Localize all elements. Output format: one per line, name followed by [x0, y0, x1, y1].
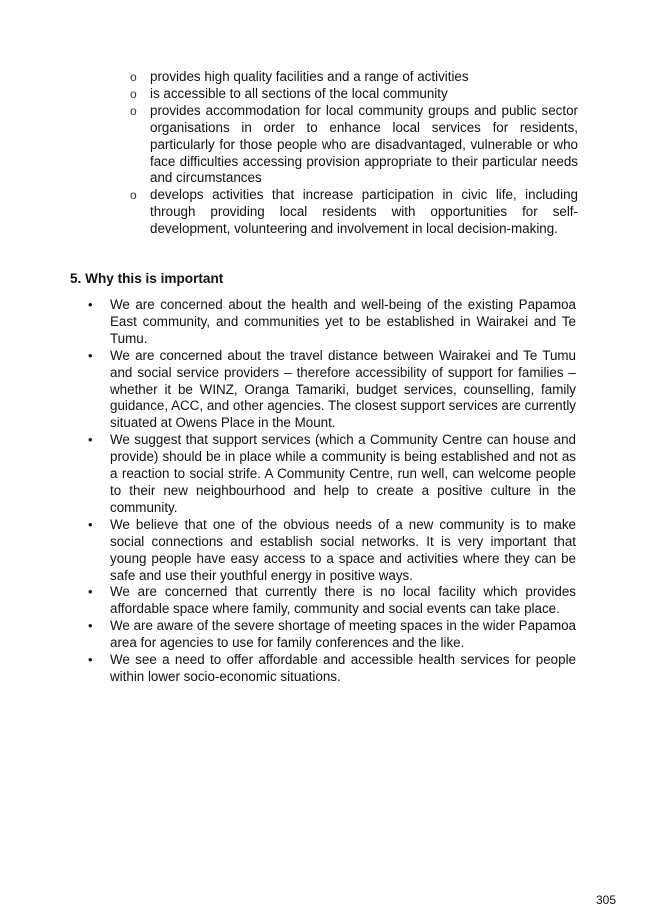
main-list-item-text: We suggest that support services (which a Community Centre can house and provide) should be in place while a community is being established and not as a reaction to social strife. A Community Centre, run well, can welcome people to their new neighbourhood and help to create a positive culture in the community. [110, 432, 576, 515]
sub-list-item-text: provides high quality facilities and a range of activities [150, 69, 469, 84]
filled-dot-bullet-icon: • [88, 297, 93, 312]
hollow-circle-bullet-icon: o [130, 103, 137, 118]
sub-list-item-text: develops activities that increase participation in civic life, including through providing local residents with opportunities for self-development, volunteering and involvement in local decision-making. [150, 187, 578, 237]
filled-dot-bullet-icon: • [88, 347, 93, 363]
filled-dot-bullet-icon: • [88, 652, 93, 668]
main-list-item-text: We see a need to offer affordable and accessible health services for people within lower socio-economic situations. [110, 652, 576, 684]
main-list-item [88, 618, 576, 652]
main-list-item-text: We are concerned about the travel distance between Wairakei and Te Tumu and social service providers – therefore accessibility of support for families – whether it be WINZ, Oranga Tamariki, budget services, counselling, family guidance, ACC, and other agencies. The closest support services are currently situated at Owens Place in the Mount. [110, 347, 576, 431]
page-number: 305 [595, 893, 616, 907]
sub-list-item-text: provides accommodation for local community groups and public sector organisations in order to enhance local services for residents, particularly for those people who are disadvantaged, vulnerable or who face difficulties accessing provision appropriate to their particular needs and circumstances [150, 102, 578, 186]
main-list-item [88, 348, 576, 433]
hollow-circle-bullet-icon: o [130, 86, 137, 101]
main-list-item-text: We are aware of the severe shortage of meeting spaces in the wider Papamoa area for agencies to use for family conferences and the like. [110, 618, 576, 651]
main-list-item [88, 297, 576, 348]
filled-dot-bullet-icon: • [88, 432, 93, 448]
main-bullet-list [88, 297, 576, 686]
sub-bullet-list [130, 69, 578, 238]
main-list-item-text: We believe that one of the obvious needs of a new community is to make social connections and establish social networks. It is very important that young people have easy access to a space and activities where they can be safe and use their youthful energy in positive ways. [110, 516, 576, 583]
filled-dot-bullet-icon: • [88, 618, 93, 634]
main-list-item-text: We are concerned about the health and well-being of the existing Papamoa East community, and communities yet to be established in Wairakei and Te Tumu. [110, 297, 576, 346]
sub-list-item-text: is accessible to all sections of the local community [150, 85, 448, 101]
filled-dot-bullet-icon: • [88, 516, 93, 532]
sub-list-item [130, 69, 578, 86]
sub-list-item [130, 103, 578, 188]
hollow-circle-bullet-icon: o [130, 188, 137, 203]
main-list-item-text: We are concerned that currently there is no local facility which provides affordable space where family, community and social events can take place. [110, 584, 576, 617]
main-list-item [88, 432, 576, 517]
main-list-item [88, 652, 576, 686]
section-heading: 5. Why this is important [70, 271, 224, 286]
sub-list-item [130, 86, 578, 103]
main-list-item [88, 517, 576, 585]
filled-dot-bullet-icon: • [88, 584, 93, 600]
hollow-circle-bullet-icon: o [130, 70, 137, 84]
sub-list-item [130, 187, 578, 238]
main-list-item [88, 584, 576, 618]
